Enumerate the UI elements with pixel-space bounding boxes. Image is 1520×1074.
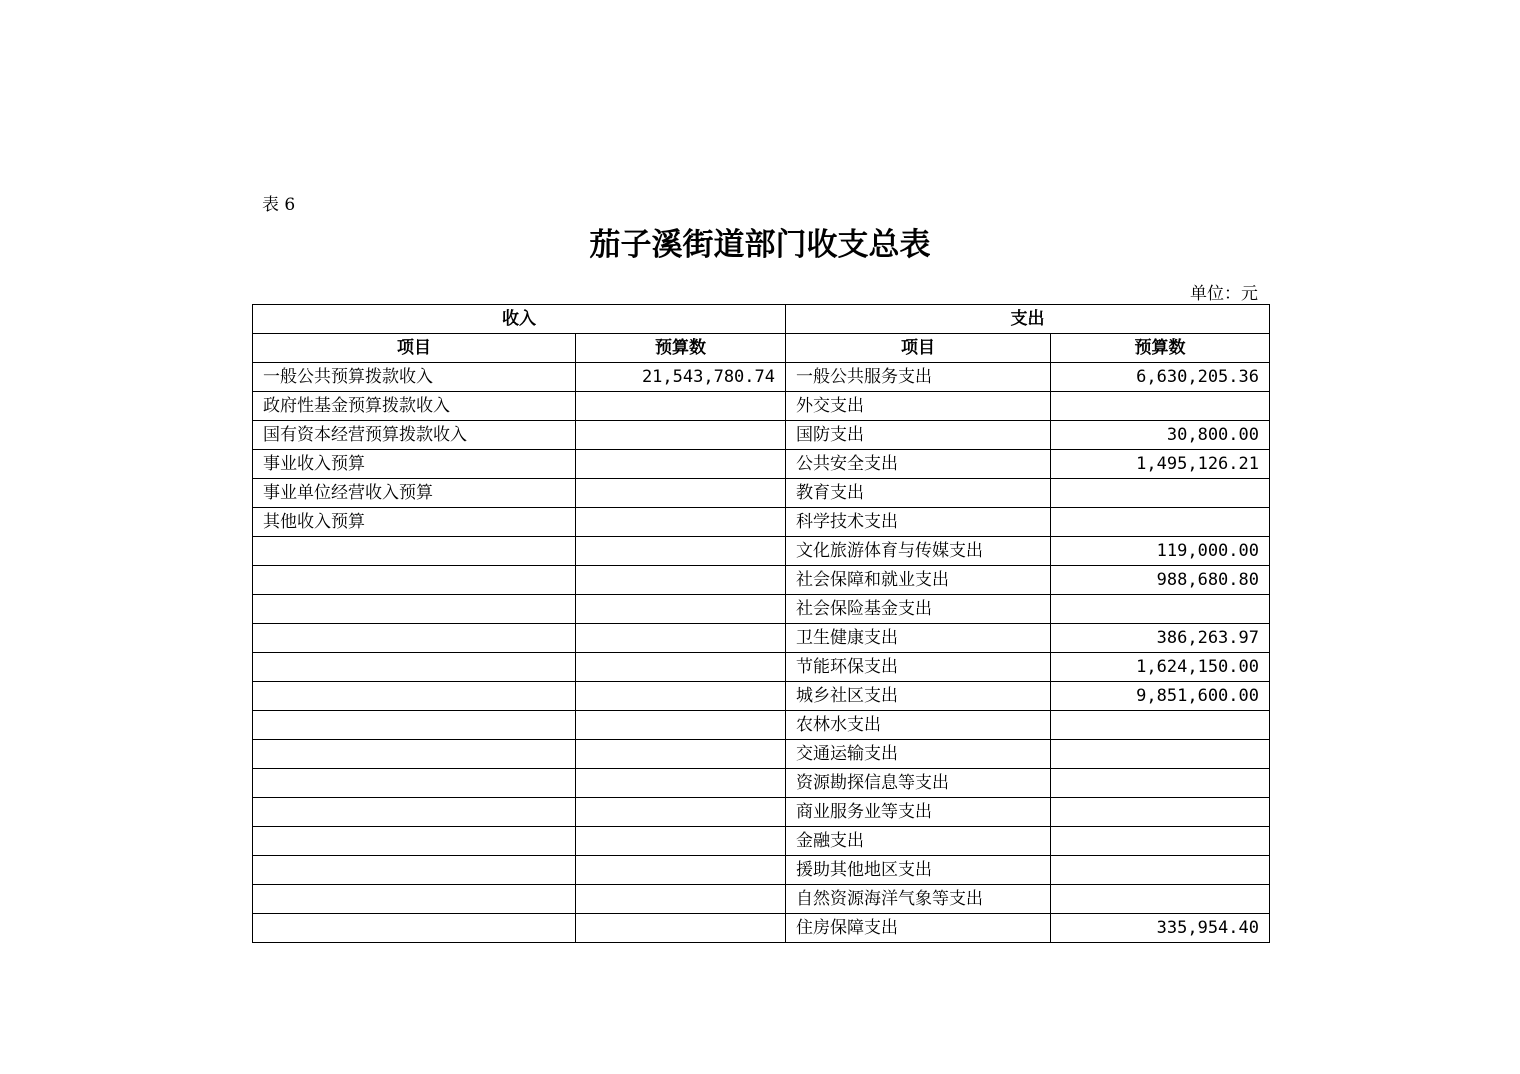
expense-item-cell: 文化旅游体育与传媒支出 <box>786 537 1051 566</box>
table-row <box>253 508 1270 537</box>
table-row <box>253 392 1270 421</box>
expense-amount-cell: 1,495,126.21 <box>1051 450 1270 479</box>
income-amount-cell <box>576 827 786 856</box>
table-body <box>253 363 1270 943</box>
income-amount-cell <box>576 508 786 537</box>
expense-amount-cell: 9,851,600.00 <box>1051 682 1270 711</box>
expense-item-cell: 住房保障支出 <box>786 914 1051 943</box>
expense-item-cell: 公共安全支出 <box>786 450 1051 479</box>
expense-amount-cell <box>1051 885 1270 914</box>
table-row <box>253 827 1270 856</box>
income-amount-cell <box>576 682 786 711</box>
expense-amount-cell <box>1051 740 1270 769</box>
income-amount-cell: 21,543,780.74 <box>576 363 786 392</box>
income-item-cell: 国有资本经营预算拨款收入 <box>253 421 576 450</box>
expense-item-cell: 一般公共服务支出 <box>786 363 1051 392</box>
table-row <box>253 363 1270 392</box>
expense-item-cell: 自然资源海洋气象等支出 <box>786 885 1051 914</box>
expense-amount-cell: 6,630,205.36 <box>1051 363 1270 392</box>
table-row <box>253 537 1270 566</box>
expense-amount-cell: 386,263.97 <box>1051 624 1270 653</box>
page-title: 茄子溪街道部门收支总表 <box>589 227 931 263</box>
income-amount-cell <box>576 740 786 769</box>
expense-item-cell: 农林水支出 <box>786 711 1051 740</box>
table-row <box>253 450 1270 479</box>
table-row <box>253 711 1270 740</box>
income-amount-cell <box>576 798 786 827</box>
table-row <box>253 624 1270 653</box>
expense-item-header: 项目 <box>786 334 1051 363</box>
expense-amount-cell <box>1051 856 1270 885</box>
income-item-cell <box>253 682 576 711</box>
column-header-row <box>253 334 1270 363</box>
income-item-cell <box>253 624 576 653</box>
expense-item-cell: 商业服务业等支出 <box>786 798 1051 827</box>
table-row <box>253 653 1270 682</box>
expense-item-cell: 教育支出 <box>786 479 1051 508</box>
table-row <box>253 595 1270 624</box>
expense-amount-cell <box>1051 595 1270 624</box>
income-amount-cell <box>576 856 786 885</box>
expense-amount-cell: 335,954.40 <box>1051 914 1270 943</box>
income-item-cell <box>253 914 576 943</box>
income-item-cell: 其他收入预算 <box>253 508 576 537</box>
income-item-header: 项目 <box>253 334 576 363</box>
income-item-cell <box>253 537 576 566</box>
income-item-cell <box>253 769 576 798</box>
income-amount-cell <box>576 392 786 421</box>
expense-amount-header: 预算数 <box>1051 334 1270 363</box>
income-item-cell: 事业单位经营收入预算 <box>253 479 576 508</box>
expense-item-cell: 援助其他地区支出 <box>786 856 1051 885</box>
expense-item-cell: 节能环保支出 <box>786 653 1051 682</box>
table-row <box>253 479 1270 508</box>
unit-label: 单位：元 <box>1190 284 1258 304</box>
group-header-row <box>253 305 1270 334</box>
table-row <box>253 769 1270 798</box>
expense-amount-cell: 119,000.00 <box>1051 537 1270 566</box>
income-item-cell: 政府性基金预算拨款收入 <box>253 392 576 421</box>
income-item-cell <box>253 711 576 740</box>
table-number: 表 6 <box>262 195 296 215</box>
table-row <box>253 566 1270 595</box>
income-item-cell <box>253 653 576 682</box>
table-row <box>253 914 1270 943</box>
expense-item-cell: 外交支出 <box>786 392 1051 421</box>
income-amount-cell <box>576 479 786 508</box>
income-item-cell <box>253 798 576 827</box>
expense-item-cell: 科学技术支出 <box>786 508 1051 537</box>
expense-item-cell: 资源勘探信息等支出 <box>786 769 1051 798</box>
income-amount-cell <box>576 537 786 566</box>
expense-item-cell: 交通运输支出 <box>786 740 1051 769</box>
expense-amount-cell: 30,800.00 <box>1051 421 1270 450</box>
expense-group-header: 支出 <box>786 305 1270 334</box>
table-row <box>253 885 1270 914</box>
expense-item-cell: 国防支出 <box>786 421 1051 450</box>
expense-amount-cell <box>1051 827 1270 856</box>
expense-amount-cell: 988,680.80 <box>1051 566 1270 595</box>
income-amount-cell <box>576 566 786 595</box>
income-amount-cell <box>576 885 786 914</box>
expense-amount-cell <box>1051 392 1270 421</box>
income-item-cell <box>253 885 576 914</box>
table-row <box>253 421 1270 450</box>
income-amount-cell <box>576 711 786 740</box>
income-amount-cell <box>576 421 786 450</box>
expense-amount-cell <box>1051 479 1270 508</box>
expense-amount-cell <box>1051 769 1270 798</box>
expense-amount-cell: 1,624,150.00 <box>1051 653 1270 682</box>
income-amount-cell <box>576 914 786 943</box>
income-group-header: 收入 <box>253 305 786 334</box>
expense-amount-cell <box>1051 508 1270 537</box>
income-amount-header: 预算数 <box>576 334 786 363</box>
income-item-cell <box>253 856 576 885</box>
expense-item-cell: 卫生健康支出 <box>786 624 1051 653</box>
income-amount-cell <box>576 653 786 682</box>
table-row <box>253 682 1270 711</box>
income-item-cell <box>253 740 576 769</box>
income-amount-cell <box>576 595 786 624</box>
table-row <box>253 798 1270 827</box>
income-item-cell <box>253 827 576 856</box>
expense-item-cell: 金融支出 <box>786 827 1051 856</box>
table-row <box>253 740 1270 769</box>
income-item-cell <box>253 595 576 624</box>
income-item-cell <box>253 566 576 595</box>
income-item-cell: 事业收入预算 <box>253 450 576 479</box>
expense-item-cell: 社会保险基金支出 <box>786 595 1051 624</box>
income-item-cell: 一般公共预算拨款收入 <box>253 363 576 392</box>
budget-summary-table <box>252 304 1270 943</box>
income-amount-cell <box>576 450 786 479</box>
income-amount-cell <box>576 624 786 653</box>
income-amount-cell <box>576 769 786 798</box>
expense-item-cell: 城乡社区支出 <box>786 682 1051 711</box>
expense-item-cell: 社会保障和就业支出 <box>786 566 1051 595</box>
expense-amount-cell <box>1051 798 1270 827</box>
expense-amount-cell <box>1051 711 1270 740</box>
table-row <box>253 856 1270 885</box>
